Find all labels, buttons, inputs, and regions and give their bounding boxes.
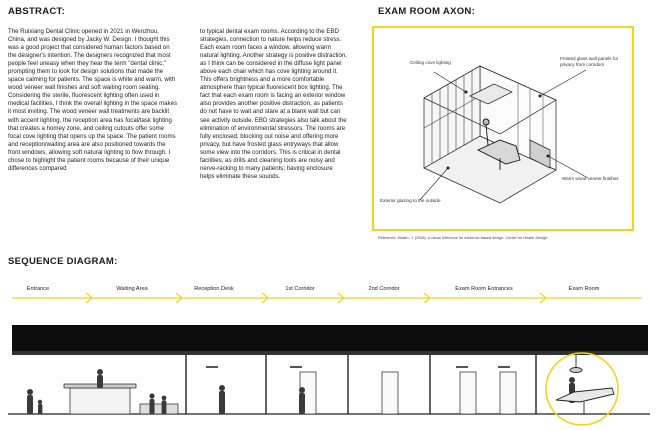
section-sign-2 (290, 366, 302, 368)
abstract-heading: ABSTRACT: (8, 6, 66, 17)
sequence-stop-exam-room: Exam Room (568, 286, 600, 292)
building-section (8, 325, 650, 414)
person-waiting-2 (162, 396, 167, 414)
section-reception-counter (70, 388, 130, 414)
callout-wood-veneer: Warm wood veneer finishes (562, 176, 619, 181)
sequence-stop-exam-room-entrances: Exam Room Entrances (455, 286, 513, 292)
sequence-stop-1st-corridor: 1st Corridor (285, 286, 315, 292)
person-corridor-1 (219, 385, 225, 414)
callout-ceiling-lighting: Ceiling cove lighting (410, 60, 451, 65)
section-ceiling-slab (12, 351, 648, 355)
abstract-column-1: The Ruixiang Dental Clinic opened in 2021 in Wenzhou, China, and was designed by Jacky W. Design. I thought this was a good project that considered human factors based on the designer's intention. The designers recognized that most people feel uneasy when they hear the term "dental clinic," prompting them to look for design solutions that made the space calming for patients. The space is white and warm, with wood veneer wall finishes and soft waiting room seating. Considering the sterile, fluorescent lighting often used in medical facilities, I think the overall lighting in the space makes it most inviting. The wood veneer wall treatments are backlit with accent lighting, the reception area has focal/task lighting that creates a homey zone, and ceiling cutouts offer some focal cove lighting that opens up the space. The patient rooms and reception/waiting area are also positioned towards the front windows, allowing soft natural lighting to flow through. I chose to highlight the patient rooms because of their unique differences compared (8, 28, 178, 172)
section-door-2 (382, 372, 398, 414)
sequence-stop-waiting-area: Waiting Area (116, 286, 148, 292)
exam-room-axon-drawing (424, 66, 556, 203)
person-corridor-2 (299, 387, 305, 414)
callout-exterior-glazing: Exterior glazing to the outside (380, 198, 441, 203)
sequence-stop-reception-desk: Reception Desk (194, 286, 234, 292)
section-dental-chair (556, 355, 614, 414)
axon-reference: Reference: Malkin, J. (2008). A visual reference for evidence-based design. Center for Health Design. (378, 236, 549, 240)
section-roof-band (12, 325, 648, 351)
callout-frosted-glass: Frosted glass wall panels for privacy from corridors (560, 56, 619, 67)
section-door-3 (460, 372, 476, 414)
section-sign-4 (498, 366, 510, 368)
section-door-4 (500, 372, 516, 414)
person-entrance-2 (38, 400, 43, 414)
sequence-stop-entrance: Entrance (26, 286, 50, 292)
sequence-heading: SEQUENCE DIAGRAM: (8, 256, 118, 267)
section-sign-3 (456, 366, 468, 368)
person-waiting-1 (149, 393, 154, 414)
person-entrance-1 (27, 389, 33, 414)
section-waiting-bench (140, 404, 178, 414)
section-sign-1 (206, 366, 218, 368)
sequence-stop-2nd-corridor: 2nd Corridor (368, 286, 400, 292)
axon-heading: EXAM ROOM AXON: (378, 6, 476, 17)
abstract-column-2: to typical dental exam rooms. According to the EBD strategies, connection to nature helps reduce stress. Each exam room faces a window, allowing warm natural lighting. Another strategy is positive distraction, as I think can be considered in the diffuse light panel above each chair which has cove lighting around it. This offers brightness and a more comfortable atmosphere than typical fluorescent box lighting. The fact that each exam room is facing an exterior window also provides another positive distraction, as patients do not have to wait and stare at a blank wall but can see activity outside. EBD strategies also talk about the elimination of environmental stressors. The rooms are fully enclosed, blocking out noise and offering more privacy, but have frosted glass entryways that allow some view into the corridors. This is critical in dental facilities, as drills and cleaning tools are noisy and nerve-racking to many patients; having enclosure helps eliminate these sounds. (200, 28, 348, 180)
sequence-timeline (12, 293, 642, 303)
person-reception (97, 369, 103, 388)
